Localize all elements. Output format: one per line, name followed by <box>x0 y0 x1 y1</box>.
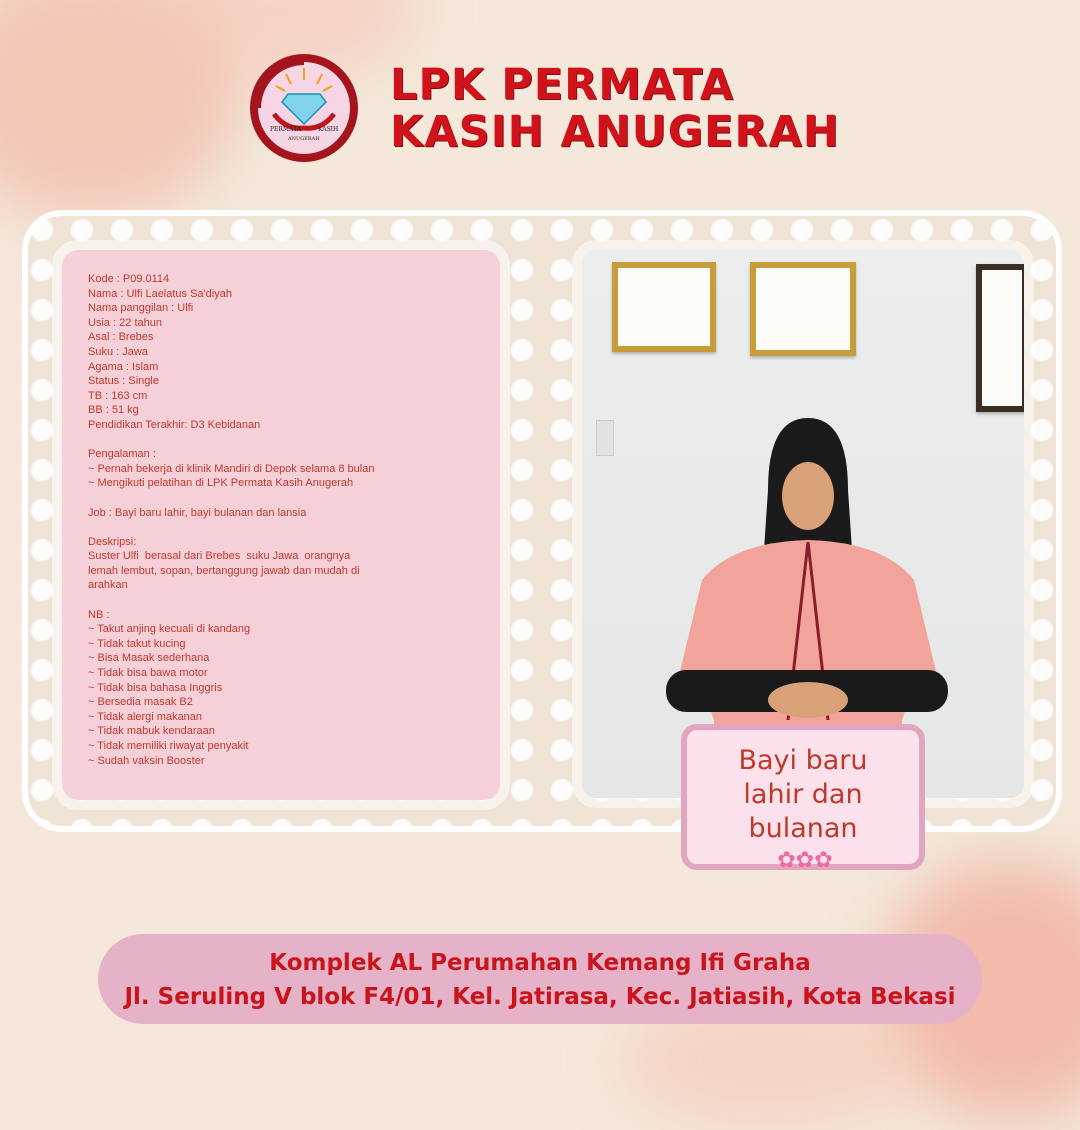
profile-line: lemah lembut, sopan, bertanggung jawab dan mudah di <box>88 564 360 577</box>
profile-line: ~ Bersedia masak B2 <box>88 696 193 709</box>
profile-line: Nama panggilan : Ulfi <box>88 302 194 315</box>
profile-line: ~ Mengikuti pelatihan di LPK Permata Kasih Anugerah <box>88 477 354 490</box>
profile-line: BB : 51 kg <box>88 404 139 417</box>
profile-line: arahkan <box>88 579 128 592</box>
profile-line: Kode : P09.0114 <box>88 273 170 285</box>
profile-line: NB : <box>88 608 110 621</box>
profile-line: ~ Tidak memiliki riwayat penyakit <box>88 740 249 752</box>
profile-line: TB : 163 cm <box>88 389 148 402</box>
profile-line: Status : Single <box>88 375 159 388</box>
profile-line: Suku : Jawa <box>88 345 148 358</box>
caption-line3: bulanan <box>748 813 858 844</box>
profile-line: Asal : Brebes <box>88 331 154 344</box>
profile-line: ~ Tidak mabuk kendaraan <box>88 725 215 738</box>
job-caption-card <box>681 724 925 873</box>
profile-line <box>88 491 488 506</box>
profile-line: ~ Bisa Masak sederhana <box>88 652 210 665</box>
profile-line: ~ Tidak bisa bahasa Inggris <box>88 681 223 694</box>
profile-line: Deskripsi: <box>88 535 137 548</box>
flower-icon: ✿✿✿ <box>777 848 833 873</box>
person-figure <box>582 250 1024 798</box>
profile-line: ~ Tidak takut kucing <box>88 637 186 650</box>
brand-title-line2: KASIH ANUGERAH <box>390 107 840 157</box>
profile-line: Pendidikan Terakhir: D3 Kebidanan <box>88 418 261 431</box>
profile-line: Usia : 22 tahun <box>88 316 162 329</box>
profile-line: Job : Bayi baru lahir, bayi bulanan dan lansia <box>88 506 307 519</box>
profile-line <box>88 433 488 448</box>
logo-text-kasih: KASIH <box>318 126 339 133</box>
profile-line: ~ Tidak alergi makanan <box>88 710 203 723</box>
logo-text-anugerah: ANUGERAH <box>288 136 320 142</box>
profile-line: ~ Tidak bisa bawa motor <box>88 667 208 680</box>
caption-line2: lahir dan <box>743 779 863 810</box>
caption-line1: Bayi baru <box>738 745 868 776</box>
profile-line: ~ Takut anjing kecuali di kandang <box>88 623 251 636</box>
profile-line: Suster Ulfi berasal dari Brebes suku Jawa orangnya <box>88 550 351 563</box>
brand-title <box>390 62 840 156</box>
profile-line: Pengalaman : <box>88 448 156 461</box>
candidate-photo <box>582 250 1024 798</box>
brand-title-line1: LPK PERMATA <box>390 60 735 110</box>
profile-line: Nama : Ulfi Laelatus Sa'diyah <box>88 287 232 300</box>
address-line2: Jl. Seruling V blok F4/01, Kel. Jatirasa, Kec. Jatiasih, Kota Bekasi <box>124 984 956 1010</box>
profile-line <box>88 520 488 535</box>
profile-line <box>88 593 488 608</box>
profile-text <box>88 272 488 768</box>
profile-line: Agama : Islam <box>88 360 159 373</box>
profile-line: ~ Pernah bekerja di klinik Mandiri di Depok selama 8 bulan <box>88 462 375 475</box>
address-banner <box>98 934 982 1024</box>
logo-text-permata: PERMATA <box>270 126 302 133</box>
logo <box>246 52 362 164</box>
profile-line: ~ Sudah vaksin Booster <box>88 754 205 767</box>
address-line1: Komplek AL Perumahan Kemang Ifi Graha <box>269 950 811 976</box>
